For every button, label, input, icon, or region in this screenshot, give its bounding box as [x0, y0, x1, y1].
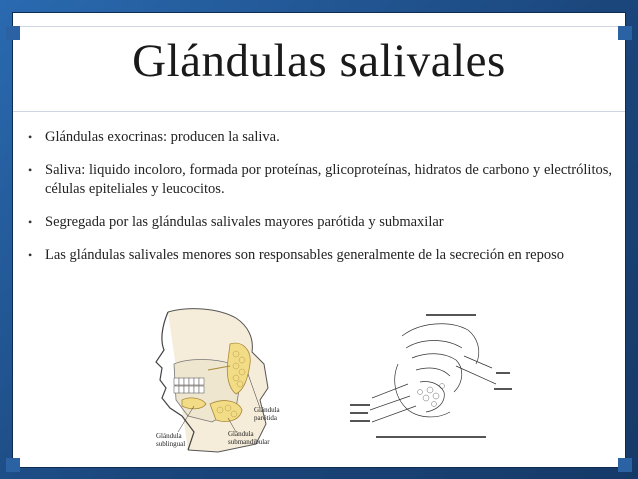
- bullet-icon: •: [28, 130, 33, 144]
- bottom-corner-right: [618, 458, 632, 472]
- bullet-item: • Las glándulas salivales menores son responsables generalmente de la secreción en reposo: [28, 247, 564, 263]
- bullet-item: • Segregada por las glándulas salivales mayores parótida y submaxilar: [28, 214, 444, 230]
- bullet-item: • Glándulas exocrinas: producen la saliva.: [28, 129, 280, 145]
- bullet-icon: •: [28, 163, 33, 177]
- label-submandibular-2: submandibular: [228, 438, 270, 446]
- bullet-item: • Saliva: liquido incoloro, formada por proteínas, glicoproteínas, hidratos de carbono y electrólitos, células epiteliales y leucocitos.: [28, 162, 612, 197]
- bottom-corner-left: [6, 458, 20, 472]
- slide-title: Glándulas salivales: [132, 35, 506, 87]
- bullet-list: [28, 128, 612, 279]
- salivary-glands-head-illustration: [148, 304, 296, 456]
- minor-salivary-glands-drawing: [346, 308, 516, 448]
- label-sublingual-2: sublingual: [156, 440, 186, 448]
- label-sublingual-1: Glándula: [156, 432, 182, 440]
- bullet-icon: •: [28, 215, 33, 229]
- bullet-icon: •: [28, 248, 33, 262]
- label-submandibular-1: Glándula: [228, 430, 254, 438]
- label-parotida-1: Glándula: [254, 406, 280, 414]
- label-parotida-2: parótida: [254, 414, 277, 422]
